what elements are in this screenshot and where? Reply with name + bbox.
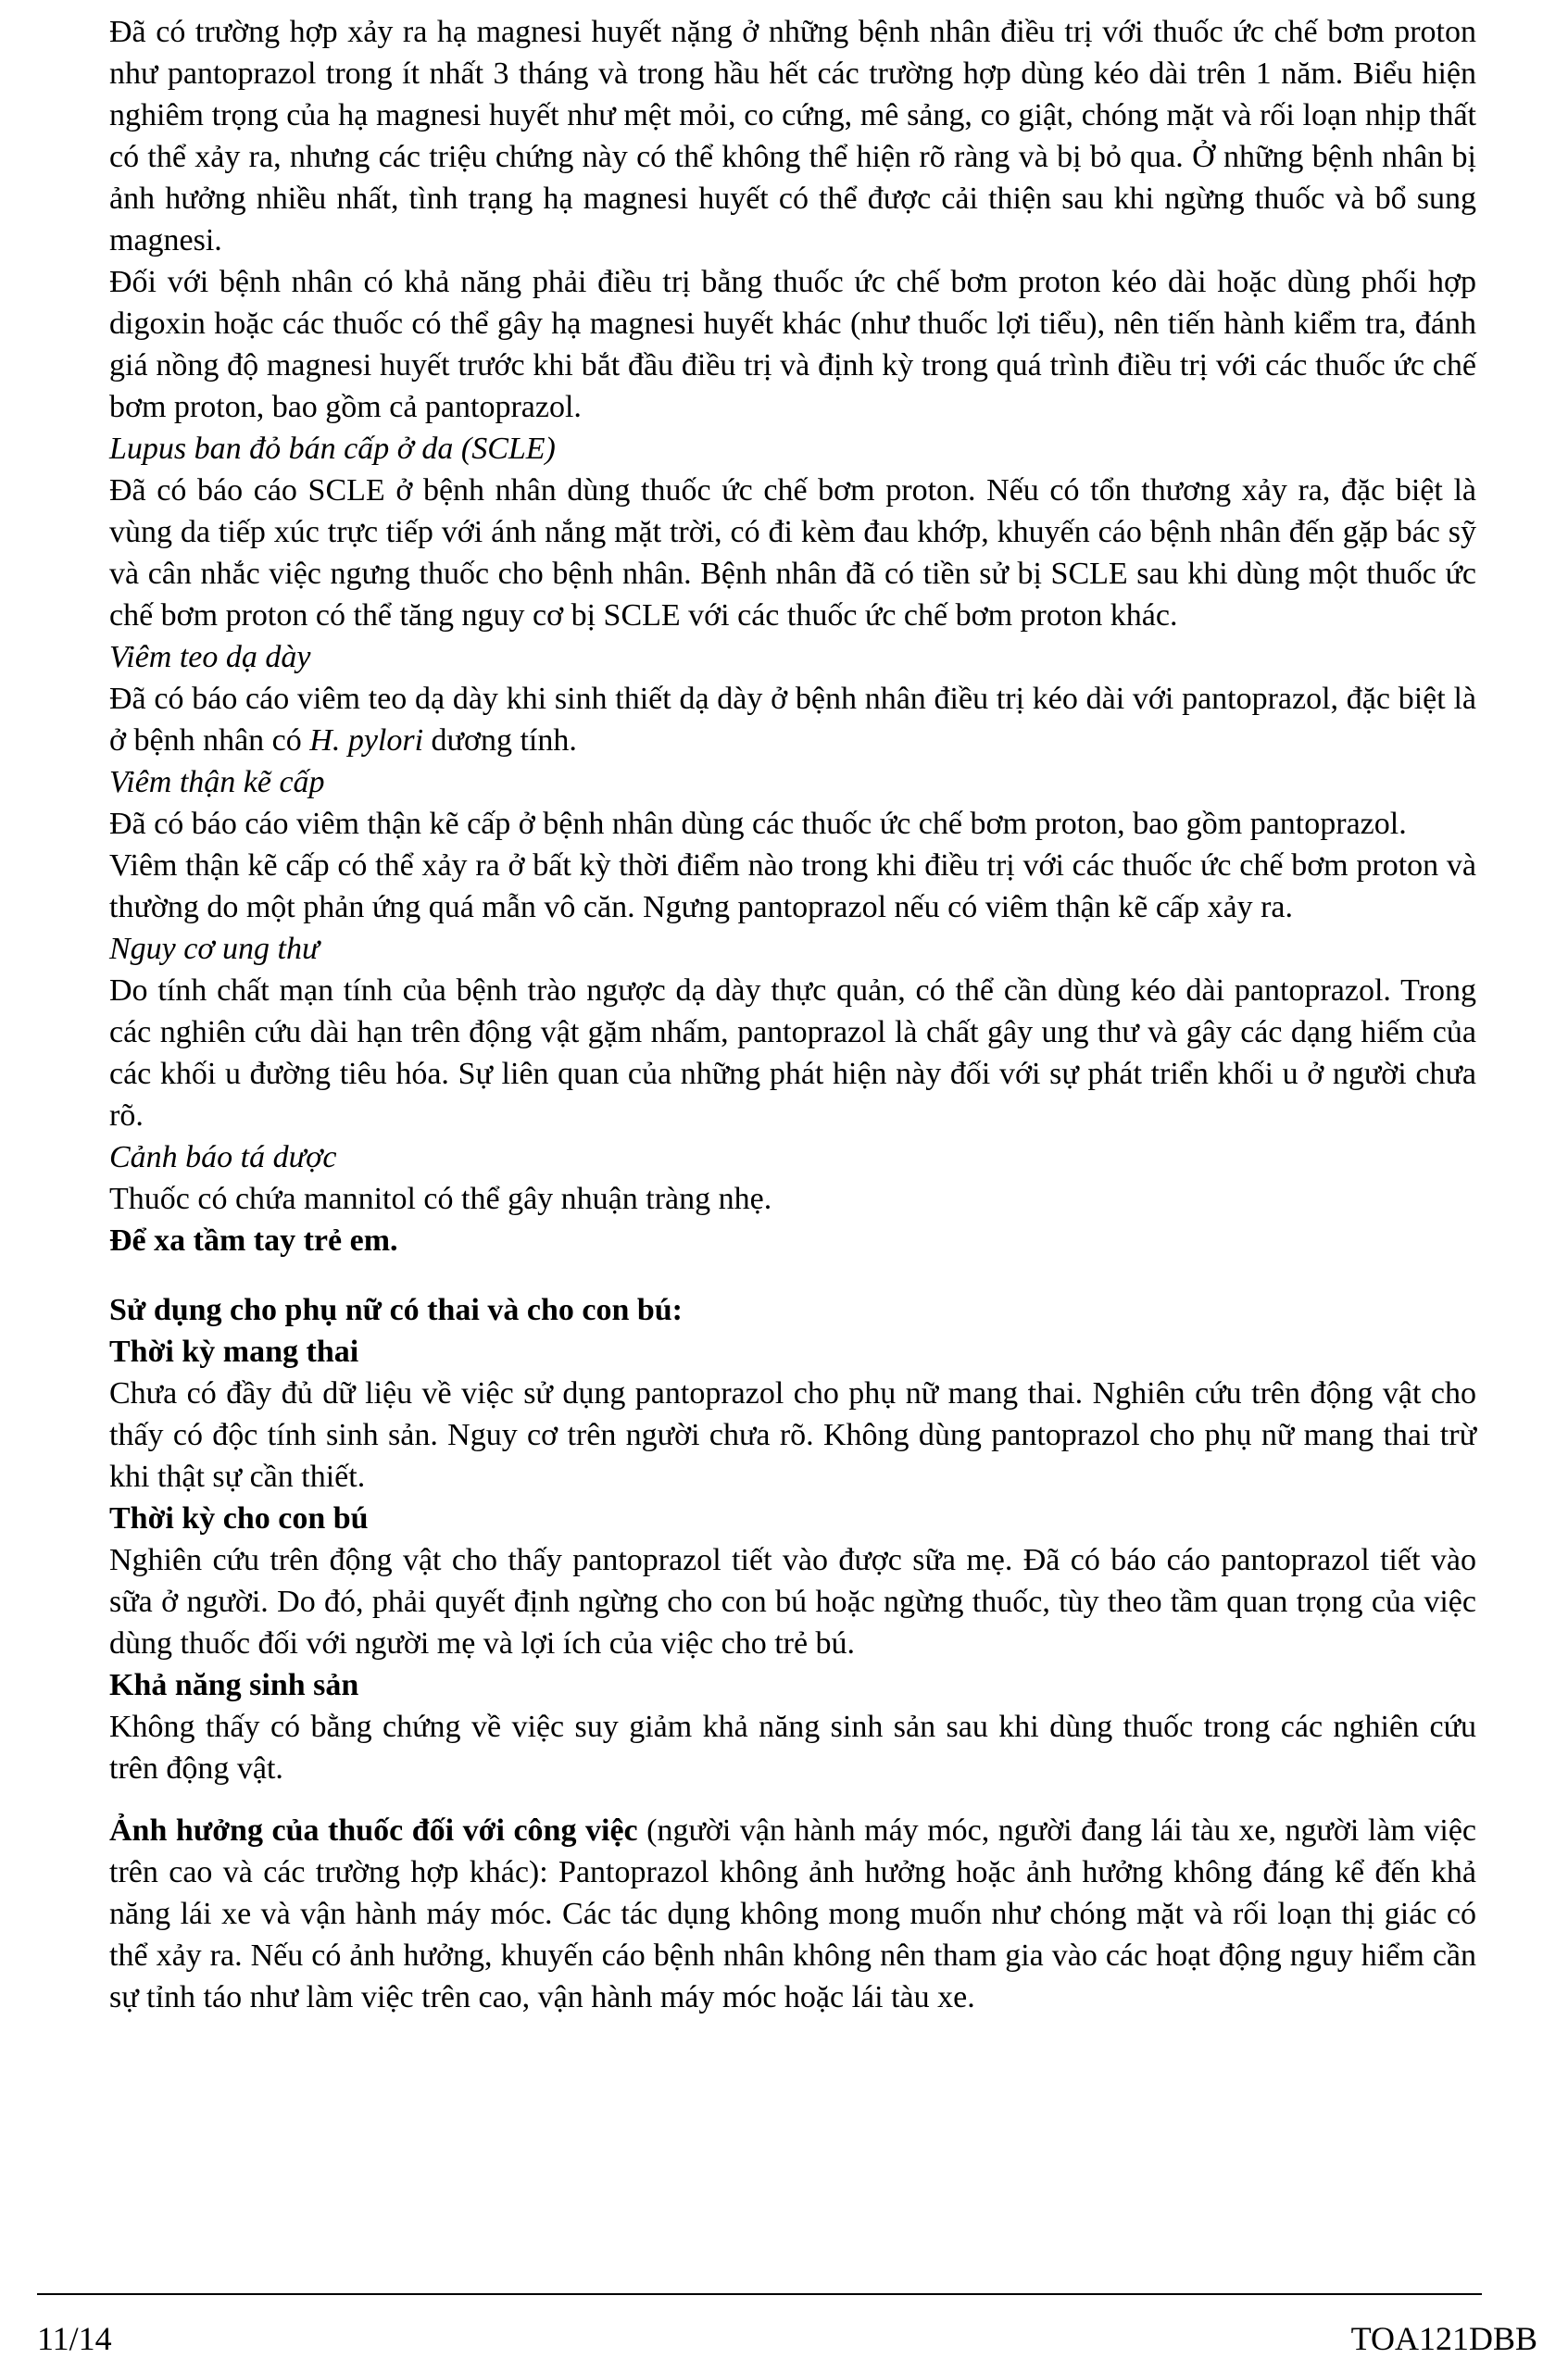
atrophic-gastritis-paragraph [109, 678, 1476, 761]
nephritis-paragraph-1: Đã có báo cáo viêm thận kẽ cấp ở bệnh nhân dùng các thuốc ức chế bơm proton, bao gồm pantoprazol. [109, 807, 1407, 841]
atrophic-gastritis-heading: Viêm teo dạ dày [109, 640, 311, 674]
footer-divider [37, 2293, 1482, 2295]
lactation-paragraph: Nghiên cứu trên động vật cho thấy pantoprazol tiết vào được sữa mẹ. Đã có báo cáo pantoprazol tiết vào sữa ở người. Do đó, phải quyết định ngừng cho con bú hoặc ngừng thuốc, tùy theo tầm quan trọng của việc dùng thuốc đối với người mẹ và lợi ích của việc cho trẻ bú. [109, 1543, 1476, 1661]
driving-heading: Ảnh hưởng của thuốc đối với công việc [109, 1813, 638, 1848]
atrophic-text-before: Đã có báo cáo viêm teo dạ dày khi sinh thiết dạ dày ở bệnh nhân điều trị kéo dài với pantoprazol, đặc biệt là ở bệnh nhân có [109, 682, 1476, 758]
keep-away-children: Để xa tầm tay trẻ em. [109, 1223, 398, 1258]
scle-heading: Lupus ban đỏ bán cấp ở da (SCLE) [109, 432, 556, 466]
pregnancy-section-title: Sử dụng cho phụ nữ có thai và cho con bú: [109, 1293, 683, 1327]
excipient-heading: Cảnh báo tá dược [109, 1140, 337, 1174]
pregnancy-heading: Thời kỳ mang thai [109, 1335, 359, 1369]
nephritis-heading: Viêm thận kẽ cấp [109, 765, 325, 799]
scle-paragraph: Đã có báo cáo SCLE ở bệnh nhân dùng thuốc ức chế bơm proton. Nếu có tổn thương xảy ra, đặc biệt là vùng da tiếp xúc trực tiếp với ánh nắng mặt trời, có đi kèm đau khớp, khuyến cáo bệnh nhân đến gặp bác sỹ và cân nhắc việc ngưng thuốc cho bệnh nhân. Bệnh nhân đã có tiền sử bị SCLE sau khi dùng một thuốc ức chế bơm proton có thể tăng nguy cơ bị SCLE với các thuốc ức chế bơm proton khác. [109, 473, 1476, 633]
driving-text: (người vận hành máy móc, người đang lái tàu xe, người làm việc trên cao và các trường hợp khác): Pantoprazol không ảnh hưởng hoặc ảnh hưởng không đáng kể đến khả năng lái xe và vận hành máy móc. Các tác dụng không mong muốn như chóng mặt và rối loạn thị giác có thể xảy ra. Nếu có ảnh hưởng, khuyến cáo bệnh nhân không nên tham gia vào các hoạt động nguy hiểm cần sự tỉnh táo như làm việc trên cao, vận hành máy móc hoặc lái tàu xe. [109, 1813, 1476, 2014]
lactation-heading: Thời kỳ cho con bú [109, 1501, 369, 1536]
page-number: 11/14 [37, 2320, 112, 2357]
cancer-risk-heading: Nguy cơ ung thư [109, 932, 320, 966]
atrophic-text-after: dương tính. [423, 723, 577, 758]
magnesium-paragraph-2: Đối với bệnh nhân có khả năng phải điều trị bằng thuốc ức chế bơm proton kéo dài hoặc dùng phối hợp digoxin hoặc các thuốc có thể gây hạ magnesi huyết khác (như thuốc lợi tiểu), nên tiến hành kiểm tra, đánh giá nồng độ magnesi huyết trước khi bắt đầu điều trị và định kỳ trong quá trình điều trị với các thuốc ức chế bơm proton, bao gồm cả pantoprazol. [109, 265, 1476, 424]
fertility-heading: Khả năng sinh sản [109, 1668, 359, 1702]
h-pylori-term: H. pylori [309, 723, 424, 758]
cancer-risk-paragraph: Do tính chất mạn tính của bệnh trào ngược dạ dày thực quản, có thể cần dùng kéo dài pantoprazol. Trong các nghiên cứu dài hạn trên động vật gặm nhấm, pantoprazol là chất gây ung thư và gây các dạng hiếm của các khối u đường tiêu hóa. Sự liên quan của những phát hiện này đối với sự phát triển khối u ở người chưa rõ. [109, 973, 1476, 1133]
magnesium-paragraph-1: Đã có trường hợp xảy ra hạ magnesi huyết nặng ở những bệnh nhân điều trị với thuốc ức chế bơm proton như pantoprazol trong ít nhất 3 tháng và trong hầu hết các trường hợp dùng kéo dài trên 1 năm. Biểu hiện nghiêm trọng của hạ magnesi huyết như mệt mỏi, co cứng, mê sảng, co giật, chóng mặt và rối loạn nhịp thất có thể xảy ra, nhưng các triệu chứng này có thể không thể hiện rõ ràng và bị bỏ qua. Ở những bệnh nhân bị ảnh hưởng nhiều nhất, tình trạng hạ magnesi huyết có thể được cải thiện sau khi ngừng thuốc và bổ sung magnesi. [109, 15, 1476, 257]
nephritis-paragraph-2: Viêm thận kẽ cấp có thể xảy ra ở bất kỳ thời điểm nào trong khi điều trị với các thuốc ức chế bơm proton và thường do một phản ứng quá mẫn vô căn. Ngưng pantoprazol nếu có viêm thận kẽ cấp xảy ra. [109, 848, 1476, 924]
fertility-paragraph: Không thấy có bằng chứng về việc suy giảm khả năng sinh sản sau khi dùng thuốc trong các nghiên cứu trên động vật. [109, 1710, 1476, 1786]
excipient-paragraph: Thuốc có chứa mannitol có thể gây nhuận tràng nhẹ. [109, 1182, 772, 1216]
driving-paragraph [109, 1810, 1476, 2018]
pregnancy-paragraph: Chưa có đầy đủ dữ liệu về việc sử dụng pantoprazol cho phụ nữ mang thai. Nghiên cứu trên động vật cho thấy có độc tính sinh sản. Nguy cơ trên người chưa rõ. Không dùng pantoprazol cho phụ nữ mang thai trừ khi thật sự cần thiết. [109, 1376, 1476, 1494]
document-body [109, 11, 1476, 2018]
document-code: TOA121DBB [1350, 2320, 1537, 2357]
